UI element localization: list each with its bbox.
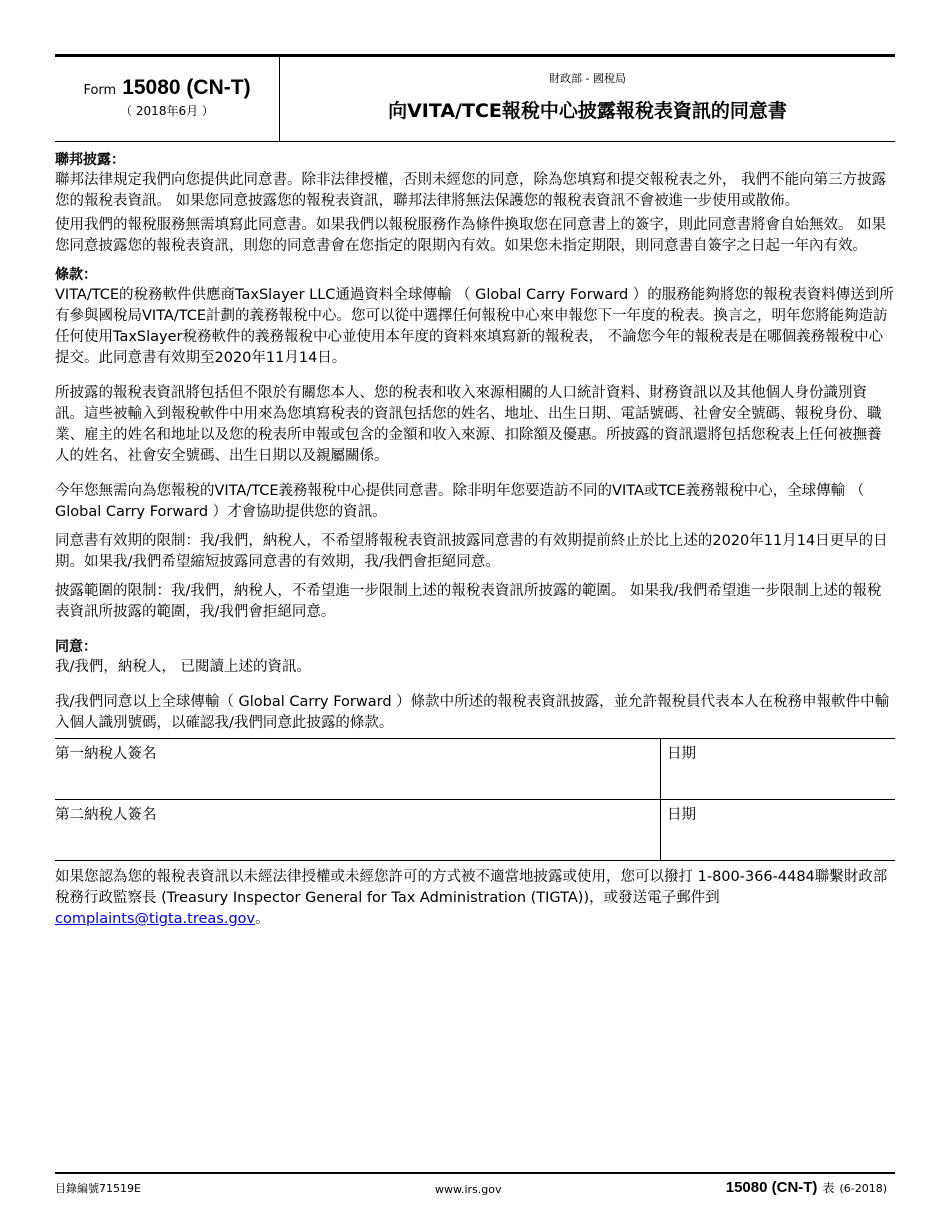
footer-form-word: 表 <box>822 1181 835 1195</box>
signature-table <box>55 738 895 861</box>
terms-heading: 條款： <box>55 267 97 283</box>
primary-signature-label: 第一納稅人簽名 <box>55 746 157 762</box>
complaint-email-link[interactable]: complaints@tigta.treas.gov <box>55 911 256 927</box>
form-title: 向VITA/TCE報稅中心披露報稅表資訊的同意書 <box>388 99 787 122</box>
footer-revision: (6-2018) <box>839 1182 887 1195</box>
primary-signature-field[interactable] <box>55 739 660 799</box>
secondary-signature-field[interactable] <box>55 800 660 860</box>
page-footer <box>55 1172 895 1200</box>
form-page <box>55 54 895 1200</box>
terms-para-2: 所披露的報稅表資訊將包括但不限於有關您本人、您的稅表和收入來源相關的人口統計資料、財務資訊以及其他個人身份識別資訊。這些被輸入到報稅軟件中用來為您填寫稅表的資訊包括您的姓名、地址、出生日期、電話號碼、社會安全號碼、報稅身份、職業、雇主的姓名和地址以及您的稅表所申報或包含的金額和收入來源、扣除額及優惠。所披露的資訊還將包括您稅表上任何被撫養人的姓名、社會安全號碼、出生日期以及親屬關係。 <box>55 385 882 464</box>
form-id-line <box>83 76 250 100</box>
consent-para-2: 我/我們同意以上全球傳輸（ Global Carry Forward ）條款中所述的報稅表資訊披露，並允許報稅員代表本人在稅務申報軟件中輸入個人識別號碼，以確認我/我們同意此披露的條款。 <box>55 694 890 731</box>
form-title-box <box>280 57 895 141</box>
terms-para-5: 披露範圍的限制：我/我們，納稅人，不希望進一步限制上述的報稅表資訊所披露的範圍。 如果我/我們希望進一步限制上述的報稅表資訊所披露的範圍，我/我們會拒絕同意。 <box>55 583 882 620</box>
secondary-date-label: 日期 <box>667 807 696 823</box>
footer-form-id <box>726 1179 895 1200</box>
primary-date-label: 日期 <box>667 746 696 762</box>
secondary-date-field[interactable] <box>660 800 895 860</box>
form-date: （ 2018年6月 ） <box>120 103 214 118</box>
complaint-end: 。 <box>255 911 270 927</box>
federal-disclosure-para-1: 聯邦法律規定我們向您提供此同意書。除非法律授權，否則未經您的同意，除為您填寫和提交報稅表之外， 我們不能向第三方披露您的報稅表資訊。 如果您同意披露您的報稅表資訊，聯邦法律將無法保護您的報稅表資訊不會被進一步使用或散佈。 <box>55 172 887 209</box>
catalog-number: 目錄編號71519E <box>55 1182 141 1195</box>
irs-website: www.irs.gov <box>435 1183 502 1196</box>
secondary-signature-row <box>55 799 895 860</box>
primary-date-field[interactable] <box>660 739 895 799</box>
primary-signature-row <box>55 739 895 799</box>
form-id-box <box>55 57 280 141</box>
consent-heading: 同意： <box>55 639 97 655</box>
form-word: Form <box>83 82 117 98</box>
consent-para-1: 我/我們，納稅人， 已閱讀上述的資訊。 <box>55 659 311 675</box>
federal-disclosure-heading: 聯邦披露： <box>55 152 125 168</box>
form-number: 15080 (CN-T) <box>122 75 251 99</box>
terms-para-1: VITA/TCE的稅務軟件供應商TaxSlayer LLC通過資料全球傳輸 （ Global Carry Forward ）的服務能夠將您的報稅表資料傳送到所有參與國稅局VITA/TCE計劃的義務報稅中心。您可以從中選擇任何報稅中心來申報您下一年度的稅表。換言之，明年您將能夠造訪任何使用TaxSlayer稅務軟件的義務報稅中心並使用本年度的資料來填寫新的報稅表， 不論您今年的報稅表是在哪個義務報稅中心提交。此同意書有效期至2020年11月14日。 <box>55 287 894 366</box>
terms-para-4: 同意書有效期的限制：我/我們，納稅人，不希望將報稅表資訊披露同意書的有效期提前終止於比上述的2020年11月14日更早的日期。如果我/我們希望縮短披露同意書的有效期，我/我們會拒絕同意。 <box>55 533 888 570</box>
form-header <box>55 54 895 142</box>
secondary-signature-label: 第二納稅人簽名 <box>55 807 157 823</box>
complaint-text: 如果您認為您的報稅表資訊以未經法律授權或未經您許可的方式被不適當地披露或使用，您可以撥打 1-800-366-4484聯繫財政部稅務行政監察長 (Treasury Inspector General for Tax Administration (TIGTA))，或發送電子郵件到 <box>55 869 888 906</box>
complaint-paragraph <box>55 867 895 930</box>
terms-para-3: 今年您無需向為您報稅的VITA/TCE義務報稅中心提供同意書。除非明年您要造訪不同的VITA或TCE義務報稅中心，全球傳輸 （ Global Carry Forward ）才會協助提供您的資訊。 <box>55 483 865 520</box>
footer-form-number: 15080 (CN-T) <box>725 1179 818 1196</box>
agency-name: 財政部 - 國稅局 <box>549 71 626 85</box>
federal-disclosure-para-2: 使用我們的報稅服務無需填寫此同意書。如果我們以報稅服務作為條件換取您在同意書上的簽字，則此同意書將會自始無效。 如果您同意披露您的報稅表資訊，則您的同意書會在您指定的限期內有效。如果您未指定期限，則同意書自簽字之日起一年內有效。 <box>55 217 887 254</box>
form-content <box>55 142 895 930</box>
